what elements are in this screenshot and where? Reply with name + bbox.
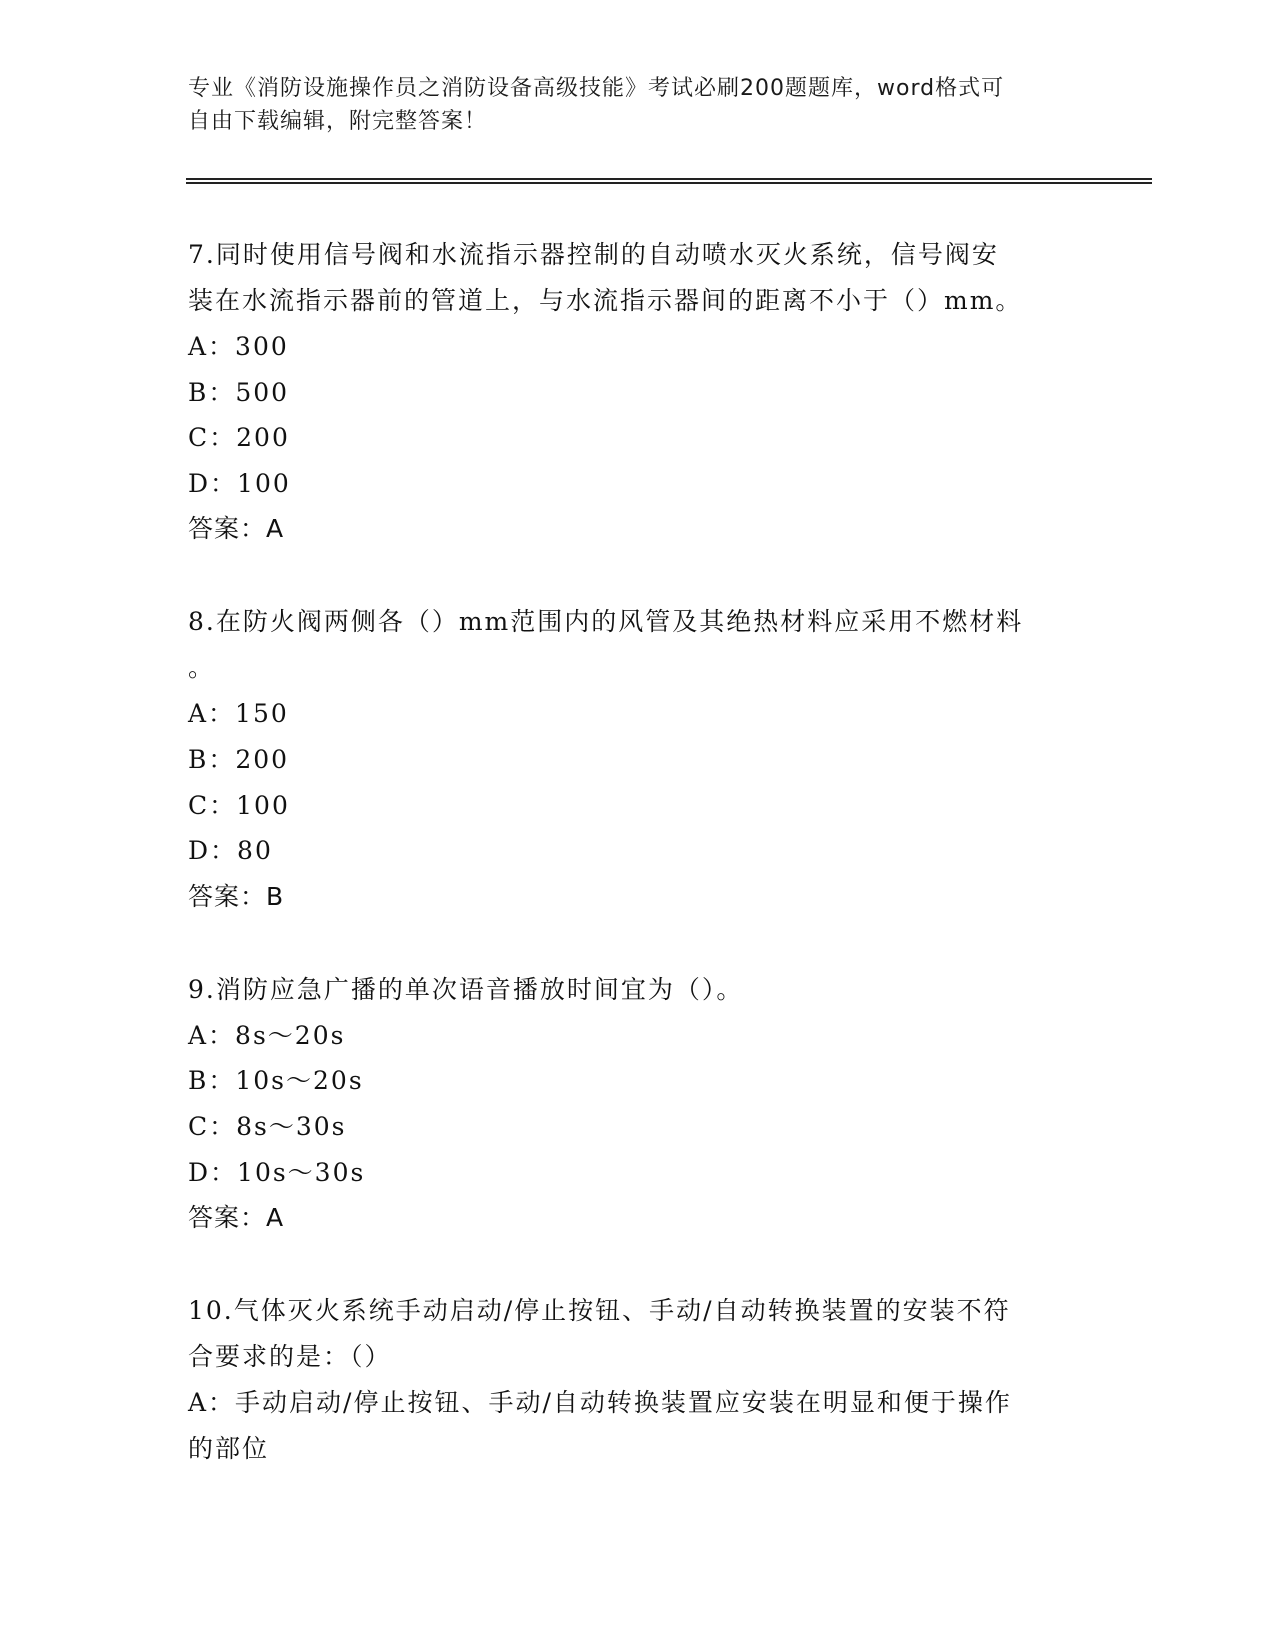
option-a: A：150 (188, 699, 289, 729)
header-line-2: 自由下载编辑，附完整答案！ (188, 109, 488, 134)
option-c: C：100 (188, 790, 290, 820)
option-c: C：8s～30s (188, 1111, 347, 1141)
option-b: B：10s～20s (188, 1066, 364, 1096)
option-c: C：200 (188, 423, 290, 453)
option-b: B：500 (188, 377, 290, 407)
question-9 (188, 967, 1088, 1241)
question-list (188, 232, 1088, 1518)
question-10 (188, 1288, 1088, 1471)
question-stem-line: 装在水流指示器前的管道上，与水流指示器间的距离不小于（）mm。 (188, 286, 1023, 315)
question-stem-line: 9.消防应急广播的单次语音播放时间宜为（）。 (188, 974, 744, 1004)
option-a: A：8s～20s (188, 1020, 346, 1050)
option-d: D：100 (188, 468, 291, 498)
option-a: A：手动启动/停止按钮、手动/自动转换装置应安装在明显和便于操作 (188, 1388, 1012, 1418)
option-d: D：80 (188, 836, 273, 866)
document-header (188, 72, 1068, 138)
option-a: A：300 (188, 332, 289, 361)
option-d: D：10s～30s (188, 1157, 366, 1187)
question-stem-line: 合要求的是：（） (188, 1342, 392, 1372)
option-b: B：200 (188, 744, 290, 774)
option-a-continued: 的部位 (188, 1433, 270, 1463)
question-stem-line: 。 (188, 653, 216, 683)
answer-line: 答案：B (188, 881, 285, 911)
question-7 (188, 232, 1088, 552)
question-stem-line: 8.在防火阀两侧各（）mm范围内的风管及其绝热材料应采用不燃材料 (188, 607, 1024, 637)
header-line-1: 专业《消防设施操作员之消防设备高级技能》考试必刷200题题库，word格式可 (188, 76, 1005, 101)
question-stem-line: 10.气体灭火系统手动启动/停止按钮、手动/自动转换装置的安装不符 (188, 1296, 1011, 1326)
question-8 (188, 599, 1088, 919)
answer-line: 答案：A (188, 514, 285, 544)
answer-line: 答案：A (188, 1203, 285, 1233)
header-divider (186, 178, 1152, 184)
question-stem-line: 7.同时使用信号阀和水流指示器控制的自动喷水灭火系统，信号阀安 (188, 240, 999, 269)
